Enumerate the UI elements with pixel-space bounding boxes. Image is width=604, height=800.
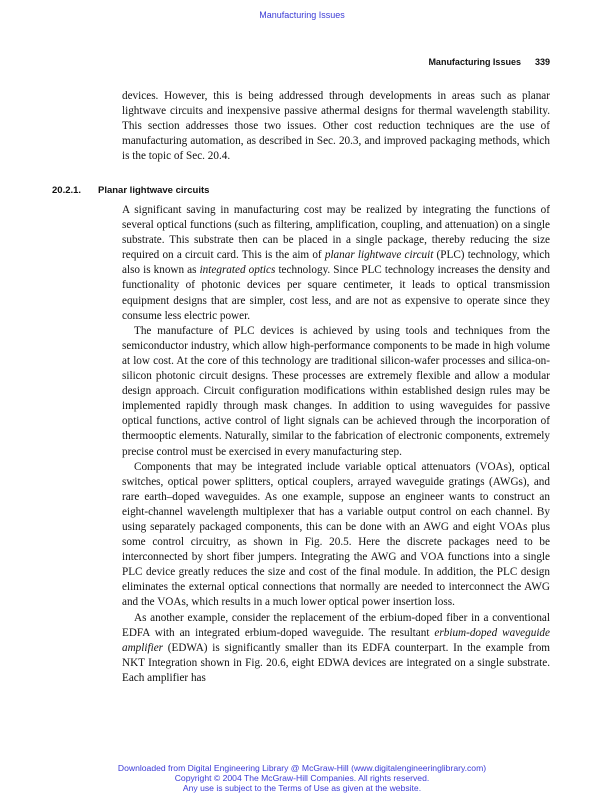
section-title: Planar lightwave circuits <box>98 185 210 196</box>
section-body <box>122 203 550 686</box>
paragraph-3: Components that may be integrated include variable optical attenuators (VOAs), optical switches, optical power splitters, optical couplers, arrayed waveguide gratings (AWGs), and rare earth–doped waveguides. As one example, suppose an engineer wants to construct an eight-channel wavelength multiplexer that has a variable output control on each channel. By using separately packaged components, this can be done with an AWG and eight VOAs plus some control circuitry, as shown in Fig. 20.5. Here the discrete packages need to be interconnected by short fiber jumpers. Integrating the AWG and VOA functions into a single PLC device greatly reduces the size and cost of the final module. In addition, the PLC design eliminates the external optical connections that normally are needed to interconnect the AWG and the VOAs, which results in a much lower optical power insertion loss. <box>122 460 550 609</box>
term-planar-lightwave-circuit: planar lightwave circuit <box>324 249 434 262</box>
page-number: 339 <box>534 57 550 67</box>
paragraph-1 <box>122 203 550 324</box>
paragraph-1-text-b: (PLC) technology, which also is known as <box>122 249 550 277</box>
intro-paragraph: devices. However, this is being addressed through developments in areas such as planar lightwave circuits and inexpensive passive athermal designs for thermal wavelength stability. This section addresses those two issues. Other cost reduction techniques are the use of manufacturing automation, as described in Sec. 20.3, and improved packaging methods, which is the topic of Sec. 20.4. <box>122 90 550 163</box>
section-number: 20.2.1. <box>52 185 82 196</box>
footer-copyright-line: Copyright © 2004 The McGraw-Hill Companies. All rights reserved. <box>174 773 430 783</box>
paragraph-4-text-a: As another example, consider the replacement of the erbium-doped fiber in a conventional EDFA with an integrated erbium-doped waveguide. The resultant <box>122 611 550 639</box>
intro-block <box>122 89 550 164</box>
footer-terms-line: Any use is subject to the Terms of Use as given at the website. <box>182 783 422 793</box>
paragraph-4 <box>122 611 550 686</box>
section-heading <box>52 185 209 196</box>
term-edwa: erbium-doped waveguide amplifier <box>122 626 550 654</box>
paragraph-1-text-a: A significant saving in manufacturing cost may be realized by integrating the functions of several optical functions (such as filtering, amplification, coupling, and attenuation) on a single substrate. This substrate then can be placed in a single package, thereby reducing the size required on a circuit card. This is the aim of <box>122 204 550 262</box>
paragraph-4-text-b: (EDWA) is significantly smaller than its EDFA counterpart. In the example from NKT Integration shown in Fig. 20.6, eight EDWA devices are integrated on a single substrate. Each amplifier has <box>122 641 550 684</box>
running-title: Manufacturing Issues <box>428 57 521 67</box>
paragraph-1-text-c: technology. Since PLC technology increases the density and functionality of photonic devices per square centimeter, it leads to optical transmission equipment designs that are simpler, cost less, and are not as expensive to operate since they consume less electric power. <box>122 264 550 322</box>
running-head <box>428 57 550 67</box>
footer-download-line: Downloaded from Digital Engineering Library @ McGraw-Hill (www.digitalengineeringlibrary.com) <box>117 763 487 773</box>
term-integrated-optics: integrated optics <box>199 264 276 277</box>
paragraph-2: The manufacture of PLC devices is achieved by using tools and techniques from the semiconductor industry, which allow high-performance components to be made in high volume at low cost. At the core of this technology are traditional silicon-wafer processes and silica-on-silicon photonic circuit designs. These processes are extremely flexible and allow a modular design approach. Circuit configuration modifications within established design rules may be implemented rapidly through mask changes. In addition to using waveguides for passive optical functions, active control of light signals can be achieved through the incorporation of thermooptic elements. Naturally, similar to the fabrication of electronic components, extremely precise control must be exercised in every manufacturing step. <box>122 324 550 458</box>
footer-notice <box>0 763 604 793</box>
top-watermark: Manufacturing Issues <box>259 10 345 20</box>
